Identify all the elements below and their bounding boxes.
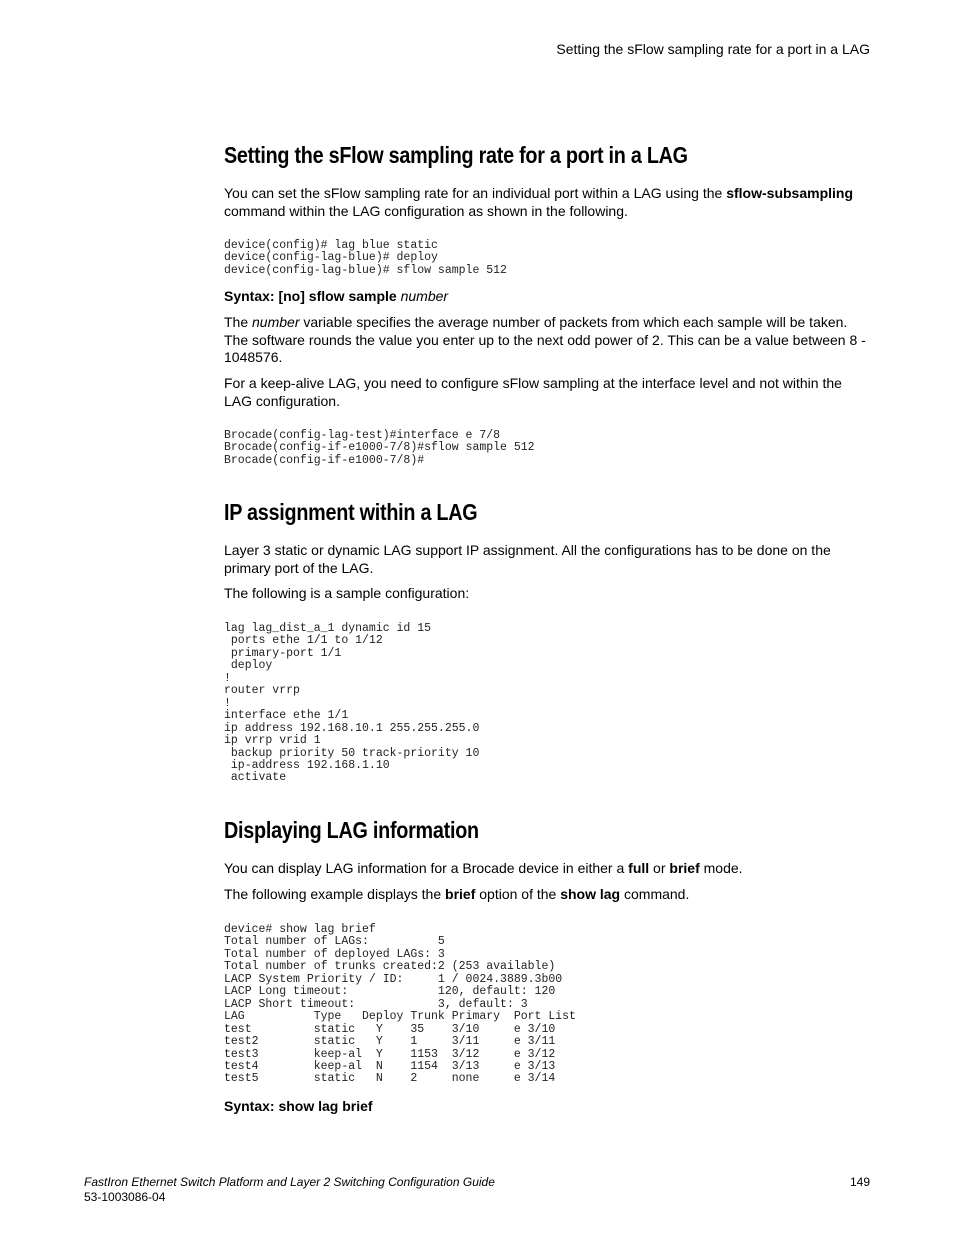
display-lag-paragraph [224,860,872,878]
variable-name: number [252,314,300,330]
text-run: mode. [699,860,743,876]
command-name: sflow-subsampling [726,185,854,201]
running-header: Setting the sFlow sampling rate for a port in a LAG [556,41,870,57]
text-run: You can set the sFlow sampling rate for an individual port within a LAG using the [224,185,727,201]
command-show-lag: show lag [560,886,621,902]
keepalive-paragraph: For a keep-alive LAG, you need to configure sFlow sampling at the interface level and not within the LAG configuration. [224,375,842,409]
syntax-sflow-sample [224,288,872,306]
footer-doc-number: 53-1003086-04 [84,1190,166,1204]
option-brief: brief [445,886,476,902]
text-run: command. [620,886,690,902]
section-heading-ip-assignment: IP assignment within a LAG [224,499,478,525]
section-heading-sflow: Setting the sFlow sampling rate for a port in a LAG [224,142,688,168]
mode-brief: brief [669,860,700,876]
text-run: option of the [475,886,561,902]
ip-assignment-paragraph: Layer 3 static or dynamic LAG support IP assignment. All the configurations has to be done on the primary port of the LAG. [224,542,831,576]
syntax-show-lag-brief: Syntax: show lag brief [224,1098,373,1114]
mode-full: full [628,860,650,876]
text-run: or [649,860,670,876]
brief-example-paragraph [224,886,872,904]
code-block-sample-config: lag lag_dist_a_1 dynamic id 15 ports ethe 1/1 to 1/12 primary-port 1/1 deploy ! router vrrp ! interface ethe 1/1 ip address 192.168.10.1 255.255.255.0 ip vrrp vrid 1 backup priority 50 track-priority 10 ip-address 192.168.1.10 activate [224,622,480,785]
sflow-intro-paragraph [224,185,872,220]
text-run: The following example displays the [224,886,446,902]
syntax-keyword: Syntax: [no] sflow sample [224,288,401,304]
code-block-lag-blue: device(config)# lag blue static device(config-lag-blue)# deploy device(config-lag-blue)# sflow sample 512 [224,239,507,277]
footer-page-number: 149 [849,1175,870,1189]
code-block-interface: Brocade(config-lag-test)#interface e 7/8 Brocade(config-if-e1000-7/8)#sflow sample 512 Brocade(config-if-e1000-7/8)# [224,429,535,467]
text-run: You can display LAG information for a Brocade device in either a [224,860,629,876]
text-run: variable specifies the average number of packets from which each sample will be taken. The software rounds the value you enter up to the next odd power of 2. This can be a value between 8 - 1048576. [224,314,866,365]
text-run: command within the LAG configuration as shown in the following. [224,202,628,219]
footer-guide-title: FastIron Ethernet Switch Platform and Layer 2 Switching Configuration Guide [84,1175,495,1189]
sample-config-paragraph: The following is a sample configuration: [224,585,470,601]
code-block-show-lag-brief: device# show lag brief Total number of LAGs: 5 Total number of deployed LAGs: 3 Total number of trunks created:2 (253 available) LACP System Priority / ID: 1 / 0024.3889.3b00 LACP Long timeout: 120, default: 120 LACP Short timeout: 3, default: 3 LAG Type Deploy Trunk Primary Port List test static Y 35 3/10 e 3/10 test2 static Y 1 3/11 e 3/11 test3 keep-al Y 1153 3/12 e 3/12 test4 keep-al N 1154 3/13 e 3/13 test5 static N 2 none e 3/14 [224,923,576,1086]
number-variable-paragraph [224,314,872,367]
section-heading-display-lag: Displaying LAG information [224,817,479,843]
syntax-variable: number [400,288,449,304]
footer-document-info [84,1175,495,1205]
text-run: The [224,314,253,330]
